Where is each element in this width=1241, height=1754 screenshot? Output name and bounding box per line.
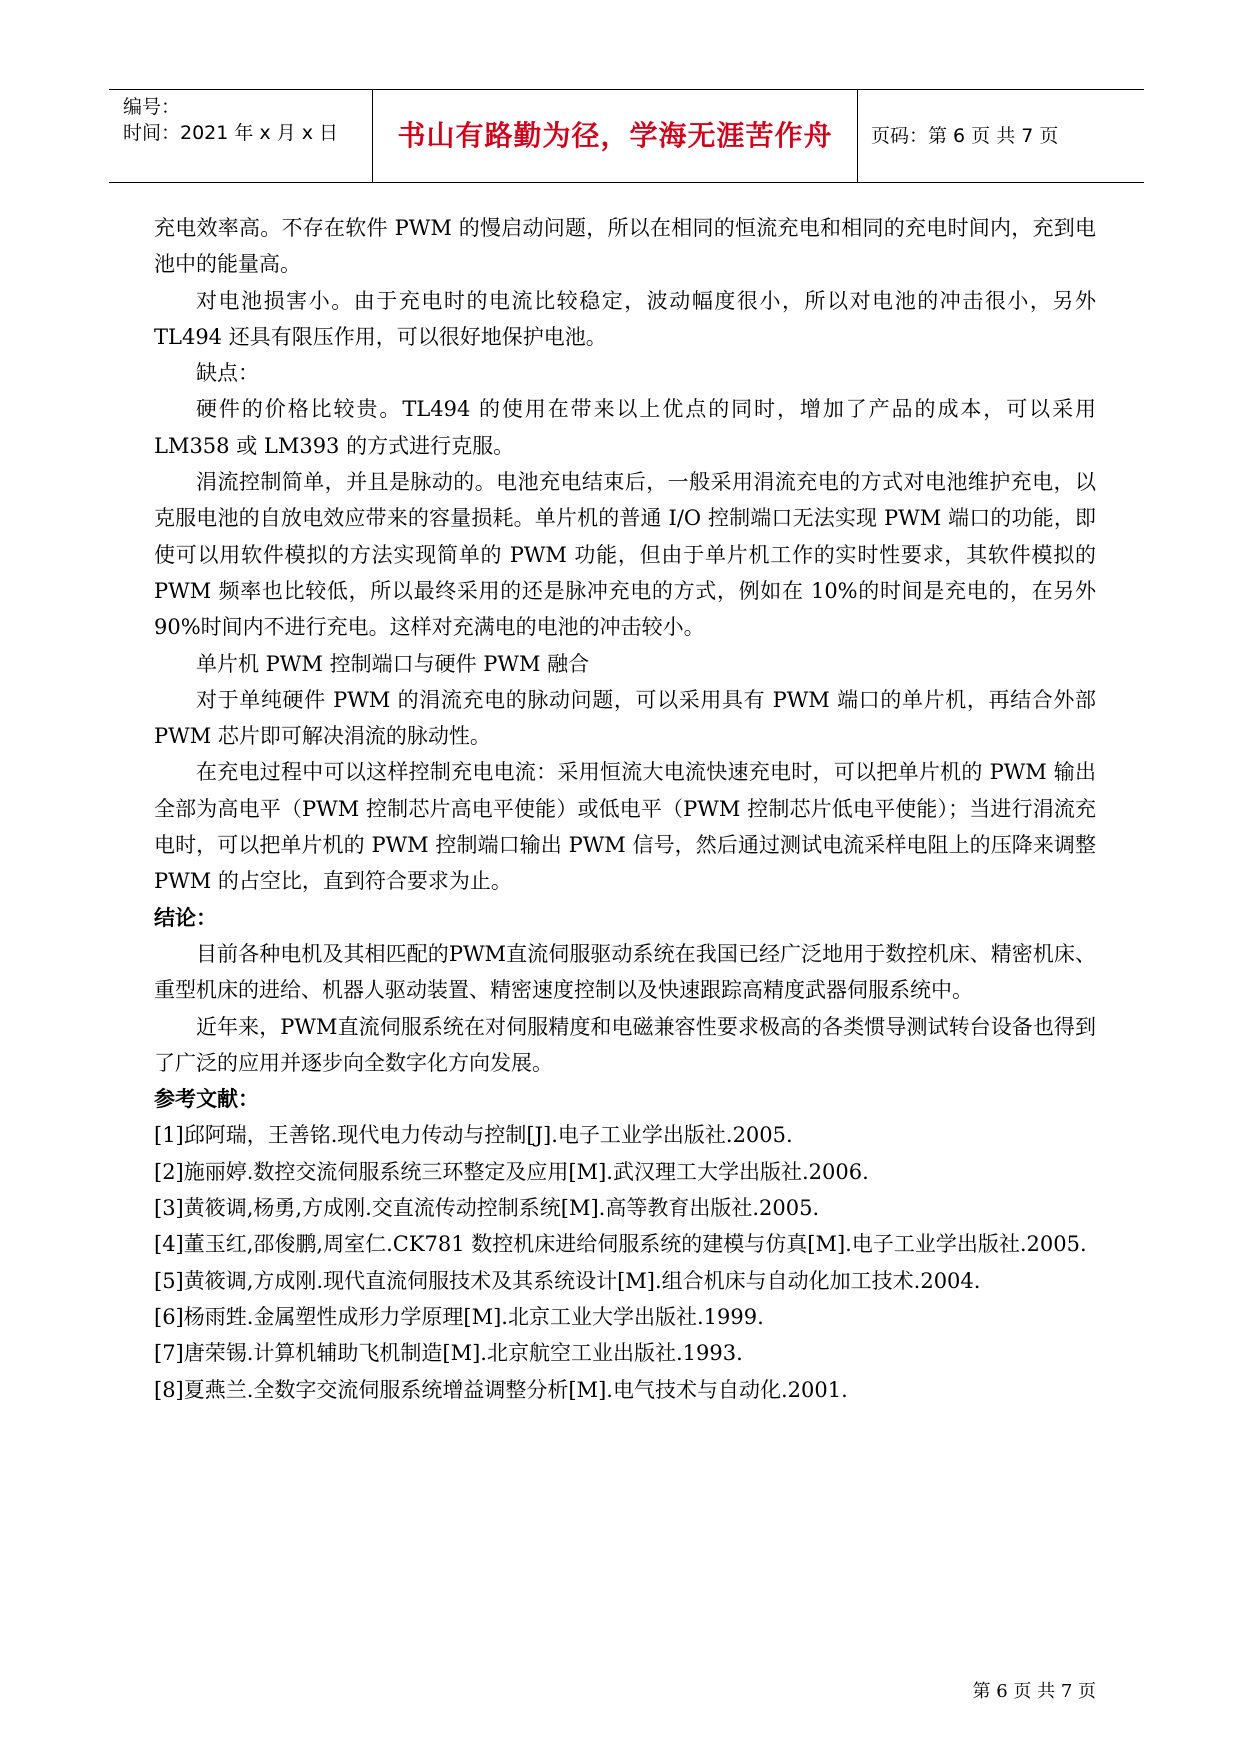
paragraph: 硬件的价格比较贵。TL494 的使用在带来以上优点的同时，增加了产品的成本，可以采用 LM358 或 LM393 的方式进行克服。	[154, 397, 1096, 458]
header-right-cell	[857, 90, 1144, 182]
reference-item: [1]邱阿瑞，王善铭.现代电力传动与控制[J].电子工业学出版社.2005.	[154, 1123, 793, 1148]
paragraph: 目前各种电机及其相匹配的PWM直流伺服驱动系统在我国已经广泛地用于数控机床、精密机床、重型机床的进给、机器人驱动装置、精密速度控制以及快速跟踪高精度武器伺服系统中。	[154, 941, 1096, 1003]
document-header	[109, 89, 1144, 183]
header-middle-cell	[372, 90, 858, 182]
header-motto: 书山有路勤为径，学海无涯苦作舟	[397, 119, 833, 152]
reference-item: [3]黄筱调,杨勇,方成刚.交直流传动控制系统[M].高等教育出版社.2005.	[154, 1196, 820, 1221]
paragraph: 充电效率高。不存在软件 PWM 的慢启动问题，所以在相同的恒流充电和相同的充电时间内，充到电池中的能量高。	[154, 216, 1096, 277]
reference-item: [7]唐荣锡.计算机辅助飞机制造[M].北京航空工业出版社.1993.	[154, 1341, 743, 1366]
paragraph: 缺点：	[196, 361, 259, 386]
reference-item: [8]夏燕兰.全数字交流伺服系统增益调整分析[M].电气技术与自动化.2001.	[154, 1377, 848, 1402]
paragraph: 对电池损害小。由于充电时的电流比较稳定，波动幅度很小，所以对电池的冲击很小，另外 TL494 还具有限压作用，可以很好地保护电池。	[154, 288, 1096, 349]
reference-item: [5]黄筱调,方成刚.现代直流伺服技术及其系统设计[M].组合机床与自动化加工技术.2004.	[154, 1268, 981, 1293]
reference-item: [2]施丽婷.数控交流伺服系统三环整定及应用[M].武汉理工大学出版社.2006.	[154, 1159, 869, 1184]
paragraph: 近年来，PWM直流伺服系统在对伺服精度和电磁兼容性要求极高的各类惯导测试转台设备也得到了广泛的应用并逐步向全数字化方向发展。	[154, 1014, 1096, 1075]
reference-item: [4]董玉红,邵俊鹏,周室仁.CK781 数控机床进给伺服系统的建模与仿真[M].电子工业学出版社.2005.	[154, 1232, 1087, 1257]
header-page-code: 页码：第 6 页 共 7 页	[871, 125, 1059, 147]
references-heading: 参考文献：	[154, 1087, 259, 1112]
header-left-cell	[109, 90, 372, 182]
document-time-label: 时间：2021 年 x 月 x 日	[123, 122, 339, 144]
conclusion-heading: 结论：	[154, 905, 217, 930]
paragraph: 单片机 PWM 控制端口与硬件 PWM 融合	[196, 651, 590, 676]
page-footer: 第 6 页 共 7 页	[972, 1681, 1096, 1702]
document-body	[154, 210, 1096, 1408]
document-number-label: 编号：	[123, 96, 181, 118]
paragraph: 涓流控制简单，并且是脉动的。电池充电结束后，一般采用涓流充电的方式对电池维护充电，以克服电池的自放电效应带来的容量损耗。单片机的普通 I/O 控制端口无法实现 PWM 端口的功能，即使可以用软件模拟的方法实现简单的 PWM 功能，但由于单片机工作的实时性要求，其软件模拟的 PWM 频率也比较低，所以最终采用的还是脉冲充电的方式，例如在 10%的时间是充电的，在另外 90%时间内不进行充电。这样对充满电的电池的冲击较小。	[154, 470, 1096, 640]
paragraph: 在充电过程中可以这样控制充电电流：采用恒流大电流快速充电时，可以把单片机的 PWM 输出全部为高电平（PWM 控制芯片高电平使能）或低电平（PWM 控制芯片低电平使能）；当进行涓流充电时，可以把单片机的 PWM 控制端口输出 PWM 信号，然后通过测试电流采样电阻上的压降来调整 PWM 的占空比，直到符合要求为止。	[154, 760, 1096, 894]
reference-item: [6]杨雨甡.金属塑性成形力学原理[M].北京工业大学出版社.1999.	[154, 1304, 764, 1329]
paragraph: 对于单纯硬件 PWM 的涓流充电的脉动问题，可以采用具有 PWM 端口的单片机，再结合外部 PWM 芯片即可解决涓流的脉动性。	[154, 687, 1096, 749]
